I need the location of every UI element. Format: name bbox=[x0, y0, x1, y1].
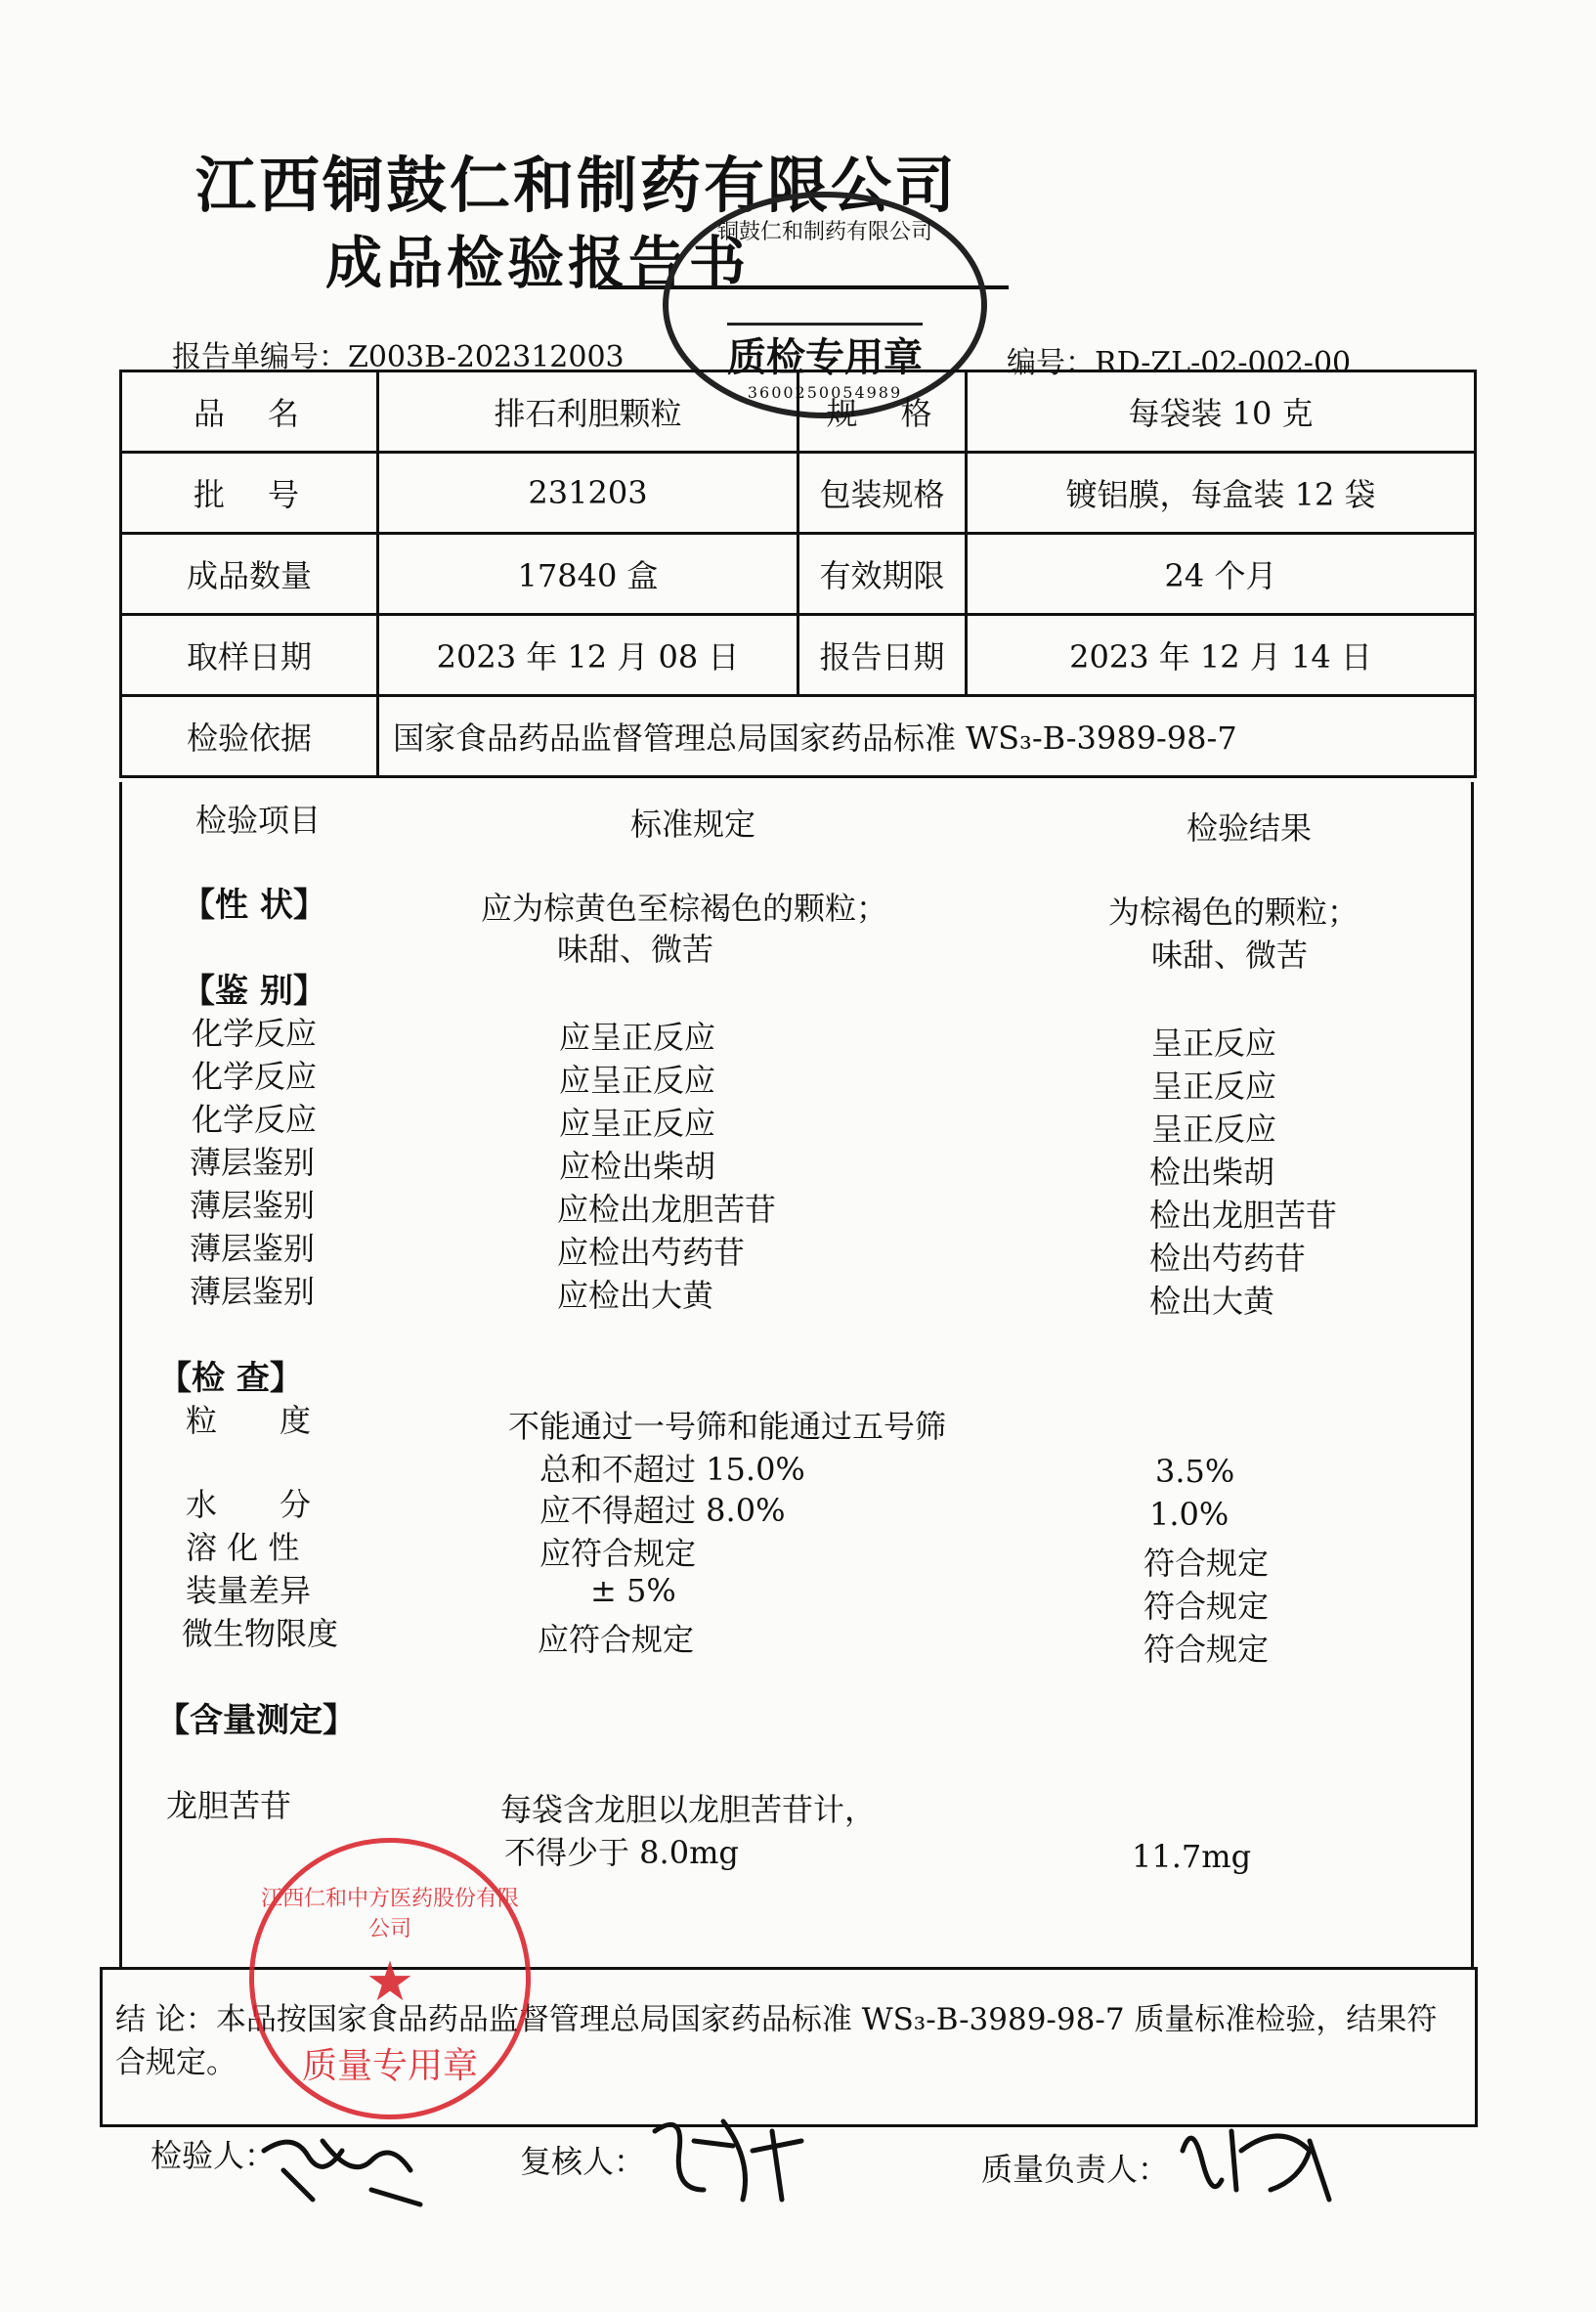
identification-result: 检出大黄 bbox=[1149, 1283, 1275, 1320]
identification-heading: 【鉴 别】 bbox=[182, 972, 326, 1011]
spec-value: 每袋装 10 克 bbox=[967, 371, 1476, 453]
identification-result: 呈正反应 bbox=[1151, 1025, 1277, 1062]
basis-label: 检验依据 bbox=[121, 696, 378, 777]
inspector-signature bbox=[254, 2112, 440, 2219]
quantity-value: 17840 盒 bbox=[378, 534, 798, 615]
qc-stamp-ring-text: 铜鼓仁和制药有限公司 bbox=[716, 220, 932, 244]
package-label: 包装规格 bbox=[798, 453, 967, 534]
solubility-result: 符合规定 bbox=[1143, 1545, 1270, 1582]
info-row bbox=[121, 696, 1476, 777]
identification-result: 检出芍药苷 bbox=[1149, 1240, 1307, 1277]
assay-standard-line2: 不得少于 8.0mg bbox=[504, 1834, 739, 1871]
identification-result: 检出柴胡 bbox=[1149, 1154, 1275, 1191]
identification-item: 薄层鉴别 bbox=[190, 1273, 316, 1310]
package-value: 镀铝膜，每盒装 12 袋 bbox=[967, 453, 1476, 534]
info-row bbox=[121, 534, 1476, 615]
identification-result: 检出龙胆苦苷 bbox=[1149, 1197, 1338, 1234]
star-icon: ★ bbox=[365, 1950, 415, 2014]
granularity-item: 粒 度 bbox=[186, 1402, 312, 1439]
identification-standard: 应检出芍药苷 bbox=[557, 1234, 746, 1271]
qa-manager-label: 质量负责人： bbox=[981, 2151, 1170, 2188]
reviewer-signature bbox=[635, 2102, 821, 2209]
report-date-value: 2023 年 12 月 14 日 bbox=[967, 615, 1476, 696]
company-name: 江西铜鼓仁和制药有限公司 bbox=[194, 150, 958, 221]
conclusion-label: 结 论： bbox=[115, 2002, 216, 2037]
conclusion-text: 本品按国家食品药品监督管理总局国家药品标准 WS₃-B-3989-98-7 质量标准检验，结果符合规定。 bbox=[115, 2002, 1438, 2080]
batch-value: 231203 bbox=[378, 453, 798, 534]
report-date-label: 报告日期 bbox=[798, 615, 967, 696]
product-name-value: 排石利胆颗粒 bbox=[378, 371, 798, 453]
qc-stamp-label: 质检专用章 bbox=[727, 335, 923, 380]
report-number-label: 报告单编号： bbox=[172, 340, 348, 374]
report-number-value: Z003B-202312003 bbox=[348, 340, 625, 374]
column-header-result: 检验结果 bbox=[1186, 809, 1313, 847]
identification-standard: 应呈正反应 bbox=[559, 1062, 716, 1099]
identification-item: 化学反应 bbox=[192, 1058, 318, 1095]
inspector-label: 检验人： bbox=[151, 2137, 277, 2174]
info-row bbox=[121, 453, 1476, 534]
sampling-date-value: 2023 年 12 月 08 日 bbox=[378, 615, 798, 696]
assay-heading: 【含量测定】 bbox=[156, 1701, 356, 1740]
identification-item: 薄层鉴别 bbox=[190, 1144, 316, 1181]
qc-stamp-number: 3600250054989 bbox=[747, 383, 903, 402]
basis-value: 国家食品药品监督管理总局国家药品标准 WS₃-B-3989-98-7 bbox=[378, 696, 1476, 777]
qc-stamp-divider bbox=[727, 323, 923, 326]
solubility-item: 溶 化 性 bbox=[186, 1529, 300, 1566]
weight-variation-item: 装量差异 bbox=[186, 1572, 312, 1609]
weight-variation-standard: ± 5% bbox=[590, 1572, 676, 1609]
column-header-item: 检验项目 bbox=[195, 802, 322, 839]
solubility-standard: 应符合规定 bbox=[539, 1535, 697, 1572]
info-row bbox=[121, 371, 1476, 453]
document-number-label: 编号： bbox=[1007, 346, 1095, 380]
character-standard-line1: 应为棕黄色至棕褐色的颗粒； bbox=[481, 890, 888, 927]
reviewer-label: 复核人： bbox=[520, 2143, 646, 2180]
character-heading: 【性 状】 bbox=[182, 886, 326, 925]
inspection-heading: 【检 查】 bbox=[158, 1359, 303, 1398]
microbial-limit-item: 微生物限度 bbox=[182, 1615, 339, 1652]
assay-standard-line1: 每袋含龙胆以龙胆苦苷计， bbox=[500, 1791, 877, 1828]
microbial-limit-result: 符合规定 bbox=[1143, 1631, 1270, 1668]
quality-stamp bbox=[249, 1838, 531, 2119]
identification-standard: 应检出柴胡 bbox=[559, 1148, 716, 1185]
sampling-date-label: 取样日期 bbox=[121, 615, 378, 696]
identification-item: 化学反应 bbox=[192, 1015, 318, 1052]
assay-result: 11.7mg bbox=[1132, 1838, 1252, 1875]
identification-result: 呈正反应 bbox=[1151, 1111, 1277, 1148]
spec-label: 规 格 bbox=[798, 371, 967, 453]
moisture-standard: 应不得超过 8.0% bbox=[539, 1492, 786, 1529]
identification-item: 薄层鉴别 bbox=[190, 1187, 316, 1224]
moisture-item: 水 分 bbox=[186, 1486, 312, 1523]
identification-standard: 应呈正反应 bbox=[559, 1019, 716, 1056]
batch-label: 批 号 bbox=[121, 453, 378, 534]
assay-item: 龙胆苦苷 bbox=[166, 1787, 292, 1824]
quality-stamp-ring-text: 江西仁和中方医药股份有限公司 bbox=[260, 1887, 519, 1941]
expiry-value: 24 个月 bbox=[967, 534, 1476, 615]
quality-stamp-label: 质量专用章 bbox=[301, 2046, 478, 2086]
granularity-result: 3.5% bbox=[1155, 1453, 1235, 1490]
quantity-label: 成品数量 bbox=[121, 534, 378, 615]
identification-result: 呈正反应 bbox=[1151, 1068, 1277, 1105]
character-standard-line2: 味甜、微苦 bbox=[557, 931, 714, 968]
product-name-label: 品 名 bbox=[121, 371, 378, 453]
weight-variation-result: 符合规定 bbox=[1143, 1588, 1270, 1625]
moisture-result: 1.0% bbox=[1149, 1496, 1229, 1533]
identification-item: 薄层鉴别 bbox=[190, 1230, 316, 1267]
column-header-standard: 标准规定 bbox=[630, 806, 756, 843]
identification-item: 化学反应 bbox=[192, 1101, 318, 1138]
report-title: 成品检验报告书 bbox=[324, 230, 750, 296]
granularity-standard-line2: 总和不超过 15.0% bbox=[539, 1451, 805, 1488]
product-info-table bbox=[119, 370, 1477, 778]
identification-standard: 应呈正反应 bbox=[559, 1105, 716, 1142]
character-result-line1: 为棕褐色的颗粒； bbox=[1108, 894, 1359, 931]
microbial-limit-standard: 应符合规定 bbox=[538, 1621, 695, 1658]
info-row bbox=[121, 615, 1476, 696]
expiry-label: 有效期限 bbox=[798, 534, 967, 615]
qa-manager-signature bbox=[1163, 2102, 1349, 2209]
character-result-line2: 味甜、微苦 bbox=[1151, 937, 1309, 974]
granularity-standard-line1: 不能通过一号筛和能通过五号筛 bbox=[508, 1408, 947, 1445]
document-number-value: RD-ZL-02-002-00 bbox=[1095, 346, 1352, 380]
identification-standard: 应检出大黄 bbox=[557, 1277, 714, 1314]
identification-standard: 应检出龙胆苦苷 bbox=[557, 1191, 777, 1228]
